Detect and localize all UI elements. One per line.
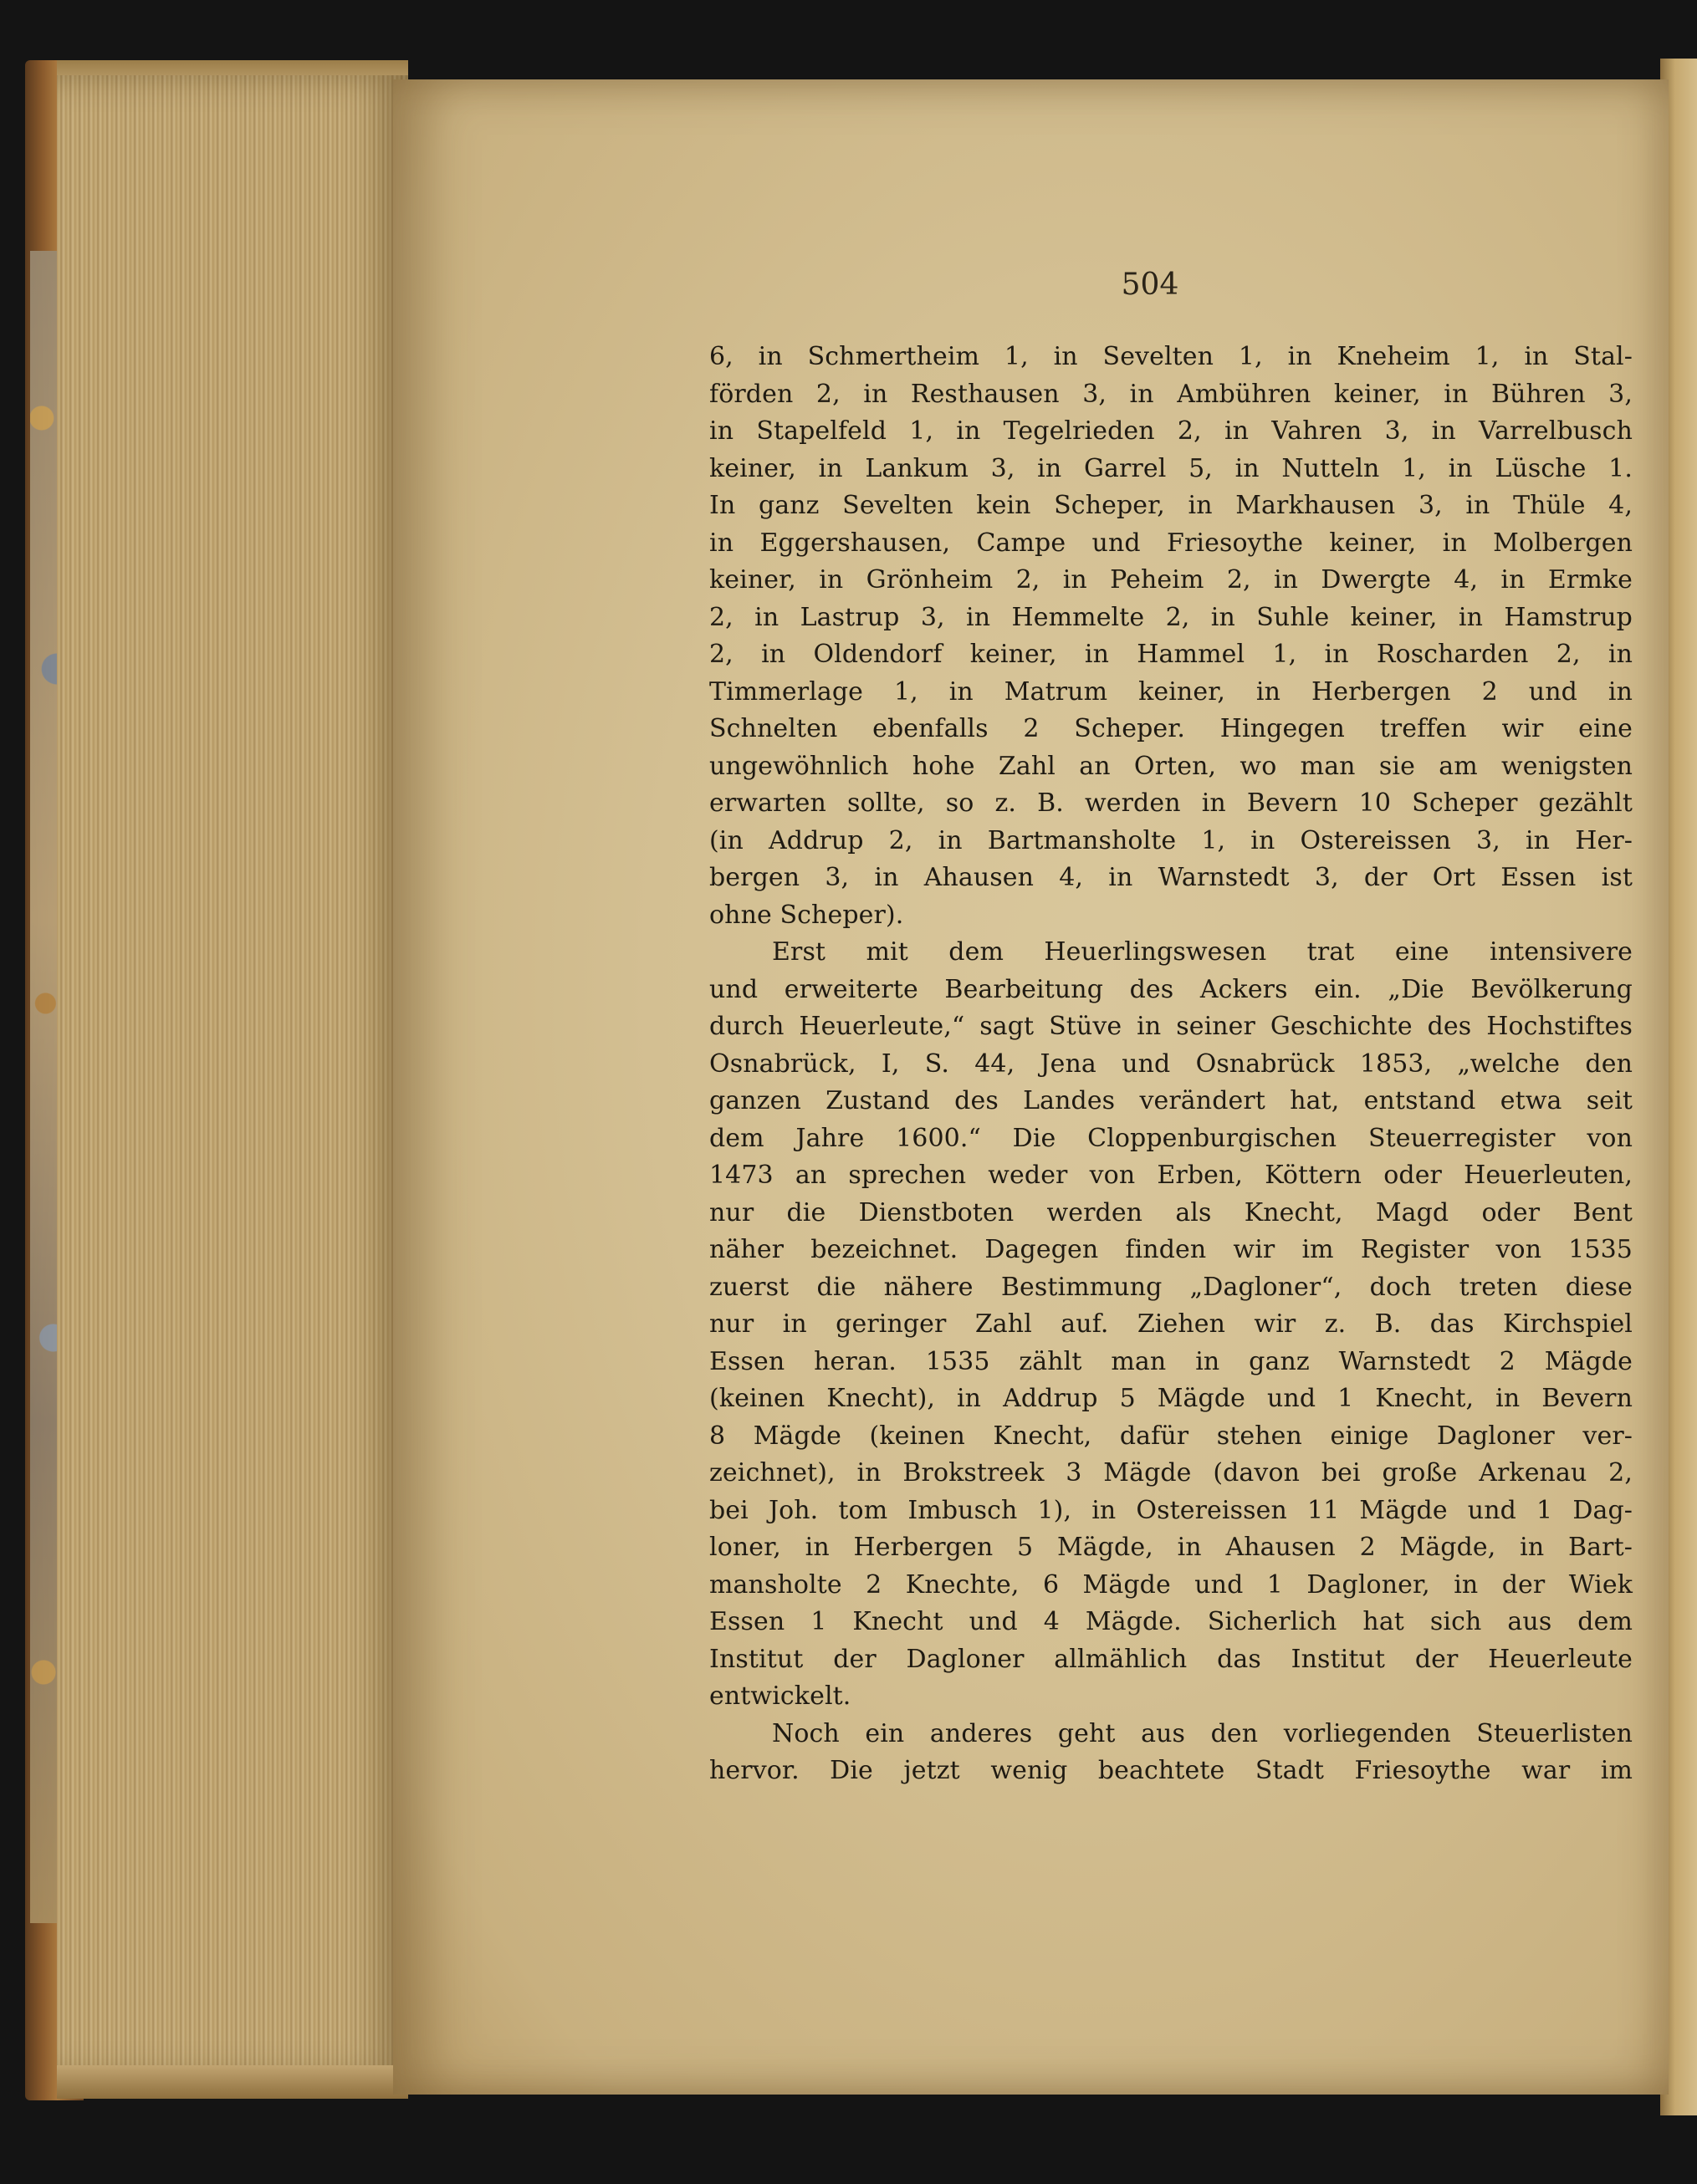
text-line: Essen 1 Knecht und 4 Mägde. Sicherlich hat sich aus dem: [709, 1607, 1633, 1636]
text-line: keiner, in Grönheim 2, in Peheim 2, in Dwergte 4, in Ermke: [709, 565, 1633, 594]
page-stack-edges: [57, 75, 408, 2078]
text-line: 2, in Lastrup 3, in Hemmelte 2, in Suhle keiner, in Hamstrup: [709, 602, 1633, 632]
text-line: keiner, in Lankum 3, in Garrel 5, in Nutteln 1, in Lüsche 1.: [709, 453, 1633, 483]
text-line: 8 Mägde (keinen Knecht, dafür stehen einige Dagloner ver-: [709, 1421, 1633, 1451]
text-line: Erst mit dem Heuerlingswesen trat eine intensivere: [772, 937, 1633, 967]
text-line: dem Jahre 1600.“ Die Cloppenburgischen Steuerregister von: [709, 1123, 1633, 1153]
text-line: und erweiterte Bearbeitung des Ackers ein. „Die Bevölkerung: [709, 974, 1633, 1004]
text-line: Institut der Dagloner allmählich das Institut der Heuerleute: [709, 1644, 1633, 1674]
text-line: In ganz Sevelten kein Scheper, in Markhausen 3, in Thüle 4,: [709, 491, 1633, 520]
text-line: loner, in Herbergen 5 Mägde, in Ahausen 2 Mägde, in Bart-: [709, 1533, 1633, 1562]
text-line: Essen heran. 1535 zählt man in ganz Warnstedt 2 Mägde: [709, 1346, 1633, 1376]
text-line: 2, in Oldendorf keiner, in Hammel 1, in Roscharden 2, in: [709, 640, 1633, 669]
text-line: mansholte 2 Knechte, 6 Mägde und 1 Dagloner, in der Wiek: [709, 1569, 1633, 1600]
text-line: hervor. Die jetzt wenig beachtete Stadt Friesoythe war im: [709, 1756, 1633, 1785]
text-line: nur die Dienstboten werden als Knecht, Magd oder Bent: [709, 1197, 1633, 1227]
text-line: in Stapelfeld 1, in Tegelrieden 2, in Vahren 3, in Varrelbusch: [709, 416, 1633, 446]
text-line: ungewöhnlich hohe Zahl an Orten, wo man sie am wenigsten: [709, 751, 1633, 781]
text-line: zeichnet), in Brokstreek 3 Mägde (davon bei große Arkenau 2,: [709, 1458, 1633, 1487]
body-text: [709, 339, 1633, 1790]
text-line: ohne Scheper).: [709, 900, 904, 930]
text-line: zuerst die nähere Bestimmung „Dagloner“, doch treten diese: [709, 1272, 1633, 1302]
text-line: Schnelten ebenfalls 2 Scheper. Hingegen treffen wir eine: [709, 714, 1633, 743]
text-line: Noch ein anderes geht aus den vorliegenden Steuerlisten: [772, 1718, 1633, 1748]
page-stack-bottom: [57, 2065, 408, 2099]
text-line: 1473 an sprechen weder von Erben, Köttern oder Heuerleuten,: [709, 1161, 1633, 1190]
page-number: 504: [1121, 268, 1179, 302]
text-line: näher bezeichnet. Dagegen finden wir im Register von 1535: [709, 1235, 1633, 1264]
text-line: durch Heuerleute,“ sagt Stüve in seiner Geschichte des Hochstiftes: [709, 1012, 1633, 1041]
text-line: (keinen Knecht), in Addrup 5 Mägde und 1 Knecht, in Bevern: [709, 1384, 1633, 1413]
text-line: nur in geringer Zahl auf. Ziehen wir z. B. das Kirchspiel: [709, 1309, 1633, 1339]
text-line: Osnabrück, I, S. 44, Jena und Osnabrück 1853, „welche den: [709, 1049, 1633, 1079]
text-line: in Eggershausen, Campe und Friesoythe keiner, in Molbergen: [709, 528, 1633, 558]
text-line: bergen 3, in Ahausen 4, in Warnstedt 3, der Ort Essen ist: [709, 863, 1633, 892]
text-line: 6, in Schmertheim 1, in Sevelten 1, in Kneheim 1, in Stal-: [709, 342, 1633, 371]
text-line: Timmerlage 1, in Matrum keiner, in Herbergen 2 und in: [709, 676, 1633, 707]
text-line: förden 2, in Resthausen 3, in Ambühren keiner, in Bühren 3,: [709, 379, 1633, 409]
text-line: (in Addrup 2, in Bartmansholte 1, in Ostereissen 3, in Her-: [709, 825, 1633, 855]
text-line: ganzen Zustand des Landes verändert hat, entstand etwa seit: [709, 1086, 1633, 1115]
text-line: entwickelt.: [709, 1681, 851, 1711]
text-line: bei Joh. tom Imbusch 1), in Ostereissen 11 Mägde und 1 Dag-: [709, 1495, 1633, 1525]
text-line: erwarten sollte, so z. B. werden in Bevern 10 Scheper gezählt: [709, 788, 1633, 818]
